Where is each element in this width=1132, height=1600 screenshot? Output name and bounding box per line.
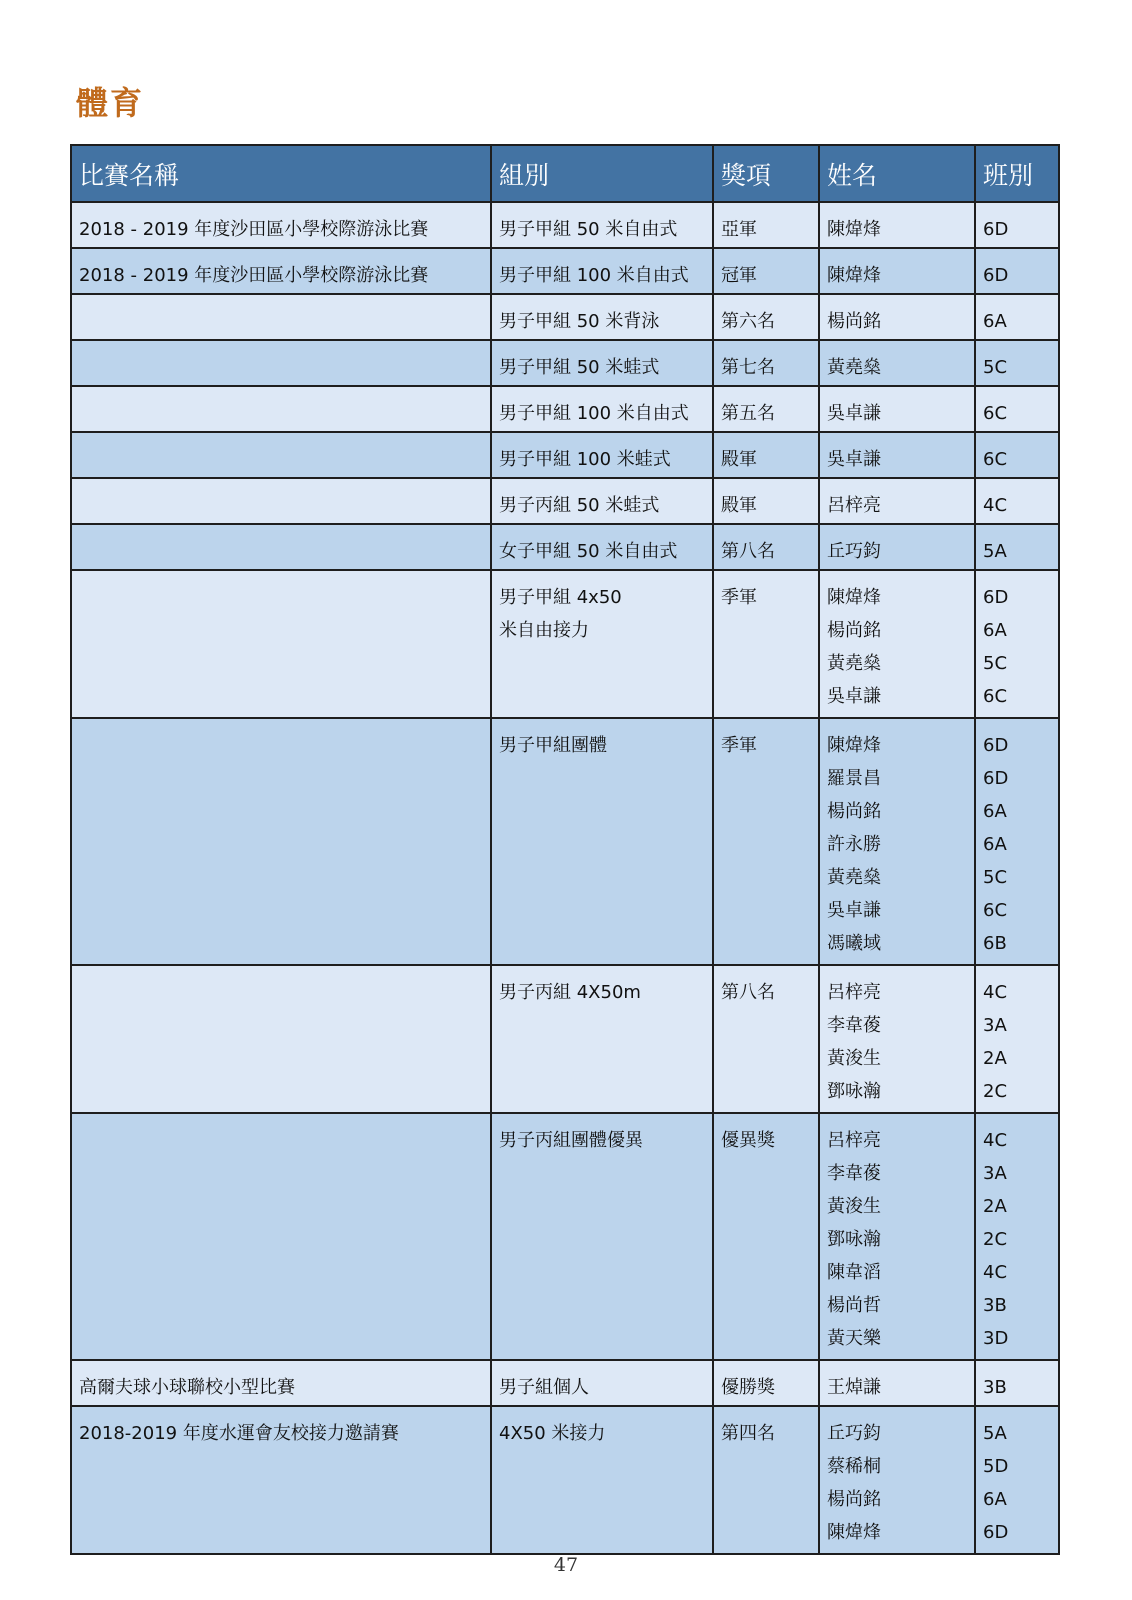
student-name: 黃浚生 [827,1196,881,1217]
award-cell: 第五名 [713,386,819,432]
student-name: 黃堯燊 [827,357,881,378]
names-cell [819,202,975,248]
classes-cell [975,1113,1059,1360]
student-class: 5A [983,541,1007,562]
award-cell: 優勝獎 [713,1360,819,1406]
table-header-row [71,145,1059,202]
competition-cell [71,432,491,478]
student-class: 2A [983,1196,1007,1217]
student-class: 6A [983,311,1007,332]
group-text: 男子甲組 4x50 米自由接力 [499,587,622,641]
student-name: 呂梓亮 [827,495,881,516]
competition-cell [71,1113,491,1360]
group-text: 女子甲組 50 米自由式 [499,541,678,562]
award-cell: 第四名 [713,1406,819,1554]
student-name: 楊尚銘 [827,801,881,822]
section-title: 體育 [76,84,145,122]
group-text: 男子甲組 100 米自由式 [499,403,689,424]
award-cell: 優異獎 [713,1113,819,1360]
classes-cell [975,478,1059,524]
group-text: 男子丙組 50 米蛙式 [499,495,660,516]
student-name: 黃堯燊 [827,653,881,674]
table-row [71,1360,1059,1406]
names-cell [819,294,975,340]
student-name: 黃堯燊 [827,867,881,888]
group-cell [491,718,713,965]
group-cell [491,386,713,432]
student-class: 6D [983,587,1009,608]
student-class: 3A [983,1163,1007,1184]
classes-cell [975,432,1059,478]
header-award: 獎項 [713,145,819,202]
student-class: 2C [983,1229,1008,1250]
table-row [71,248,1059,294]
group-text: 男子甲組團體 [499,735,607,756]
group-cell [491,965,713,1113]
group-cell [491,1113,713,1360]
competition-cell [71,718,491,965]
award-cell: 第六名 [713,294,819,340]
names-cell [819,478,975,524]
competition-cell [71,478,491,524]
group-text: 男子甲組 100 米自由式 [499,265,689,286]
student-name: 吳卓謙 [827,686,881,707]
student-class: 4C [983,1130,1008,1151]
student-name: 楊尚銘 [827,311,881,332]
student-class: 5C [983,357,1008,378]
group-text: 男子組個人 [499,1377,589,1398]
award-cell: 第八名 [713,524,819,570]
award-cell: 殿軍 [713,432,819,478]
names-cell [819,1406,975,1554]
student-class: 3B [983,1377,1007,1398]
student-class: 6A [983,620,1007,641]
student-name: 楊尚銘 [827,1489,881,1510]
award-cell: 冠軍 [713,248,819,294]
student-class: 3D [983,1328,1009,1349]
competition-cell [71,294,491,340]
student-name: 楊尚銘 [827,620,881,641]
student-name: 陳煒烽 [827,219,881,240]
group-cell [491,570,713,718]
student-class: 6A [983,834,1007,855]
names-cell [819,432,975,478]
award-cell: 殿軍 [713,478,819,524]
table-row [71,965,1059,1113]
table-row [71,340,1059,386]
table-row [71,570,1059,718]
student-class: 2A [983,1048,1007,1069]
student-name: 吳卓謙 [827,403,881,424]
student-name: 陳煒烽 [827,735,881,756]
table-row [71,524,1059,570]
student-class: 3A [983,1015,1007,1036]
student-name: 李韋葰 [827,1015,881,1036]
student-class: 4C [983,495,1008,516]
student-class: 5C [983,867,1008,888]
group-cell [491,478,713,524]
group-text: 男子甲組 50 米背泳 [499,311,660,332]
table-row [71,432,1059,478]
student-name: 李韋葰 [827,1163,881,1184]
header-group: 組別 [491,145,713,202]
student-class: 3B [983,1295,1007,1316]
award-cell: 第八名 [713,965,819,1113]
group-cell [491,1360,713,1406]
classes-cell [975,1360,1059,1406]
names-cell [819,1113,975,1360]
student-name: 許永勝 [827,834,881,855]
table-row [71,718,1059,965]
classes-cell [975,965,1059,1113]
competition-cell [71,524,491,570]
student-name: 陳煒烽 [827,587,881,608]
student-name: 丘巧鈞 [827,541,881,562]
classes-cell [975,524,1059,570]
student-name: 鄧咏瀚 [827,1081,881,1102]
classes-cell [975,386,1059,432]
group-cell [491,248,713,294]
header-name: 姓名 [819,145,975,202]
student-class: 6A [983,801,1007,822]
table-body [71,202,1059,1554]
classes-cell [975,202,1059,248]
student-class: 5D [983,1456,1009,1477]
student-name: 吳卓謙 [827,449,881,470]
header-class: 班別 [975,145,1059,202]
student-class: 6D [983,219,1009,240]
group-text: 男子甲組 50 米蛙式 [499,357,660,378]
student-class: 6C [983,900,1008,921]
student-class: 5A [983,1423,1007,1444]
competition-cell [71,386,491,432]
awards-table [70,144,1060,1555]
classes-cell [975,248,1059,294]
table-row [71,1406,1059,1554]
names-cell [819,718,975,965]
student-class: 2C [983,1081,1008,1102]
student-class: 6A [983,1489,1007,1510]
student-class: 5C [983,653,1008,674]
table-row [71,478,1059,524]
student-name: 楊尚哲 [827,1295,881,1316]
student-name: 王焯謙 [827,1377,881,1398]
competition-cell: 高爾夫球小球聯校小型比賽 [71,1360,491,1406]
student-name: 羅景昌 [827,768,881,789]
names-cell [819,965,975,1113]
names-cell [819,524,975,570]
names-cell [819,340,975,386]
names-cell [819,1360,975,1406]
student-name: 馮曦域 [827,933,881,954]
page-number: 47 [553,1554,579,1576]
award-cell: 第七名 [713,340,819,386]
classes-cell [975,1406,1059,1554]
group-cell [491,340,713,386]
group-text: 男子甲組 50 米自由式 [499,219,678,240]
student-class: 6C [983,686,1008,707]
student-name: 蔡稀桐 [827,1456,881,1477]
student-class: 6D [983,768,1009,789]
student-name: 陳煒烽 [827,265,881,286]
competition-cell: 2018-2019 年度水運會友校接力邀請賽 [71,1406,491,1554]
classes-cell [975,340,1059,386]
student-class: 6B [983,933,1007,954]
names-cell [819,570,975,718]
competition-cell [71,965,491,1113]
table-row [71,202,1059,248]
student-class: 4C [983,982,1008,1003]
award-cell: 亞軍 [713,202,819,248]
group-cell [491,294,713,340]
names-cell [819,386,975,432]
table-row [71,1113,1059,1360]
student-class: 6C [983,403,1008,424]
student-name: 陳煒烽 [827,1522,881,1543]
group-cell [491,524,713,570]
classes-cell [975,294,1059,340]
competition-cell: 2018 - 2019 年度沙田區小學校際游泳比賽 [71,248,491,294]
competition-cell: 2018 - 2019 年度沙田區小學校際游泳比賽 [71,202,491,248]
student-name: 陳韋滔 [827,1262,881,1283]
group-text: 男子丙組 4X50m [499,982,641,1003]
group-text: 男子甲組 100 米蛙式 [499,449,671,470]
award-cell: 季軍 [713,570,819,718]
table-row [71,294,1059,340]
classes-cell [975,718,1059,965]
student-name: 吳卓謙 [827,900,881,921]
competition-cell [71,570,491,718]
table-row [71,386,1059,432]
header-competition: 比賽名稱 [71,145,491,202]
group-text: 4X50 米接力 [499,1423,606,1444]
award-cell: 季軍 [713,718,819,965]
student-name: 黃天樂 [827,1328,881,1349]
student-class: 6D [983,265,1009,286]
group-text: 男子丙組團體優異 [499,1130,643,1151]
group-cell [491,1406,713,1554]
classes-cell [975,570,1059,718]
group-cell [491,432,713,478]
student-name: 呂梓亮 [827,1130,881,1151]
competition-cell [71,340,491,386]
student-class: 6D [983,735,1009,756]
student-name: 呂梓亮 [827,982,881,1003]
names-cell [819,248,975,294]
student-class: 4C [983,1262,1008,1283]
student-name: 丘巧鈞 [827,1423,881,1444]
student-class: 6C [983,449,1008,470]
student-name: 黃浚生 [827,1048,881,1069]
student-name: 鄧咏瀚 [827,1229,881,1250]
group-cell [491,202,713,248]
student-class: 6D [983,1522,1009,1543]
